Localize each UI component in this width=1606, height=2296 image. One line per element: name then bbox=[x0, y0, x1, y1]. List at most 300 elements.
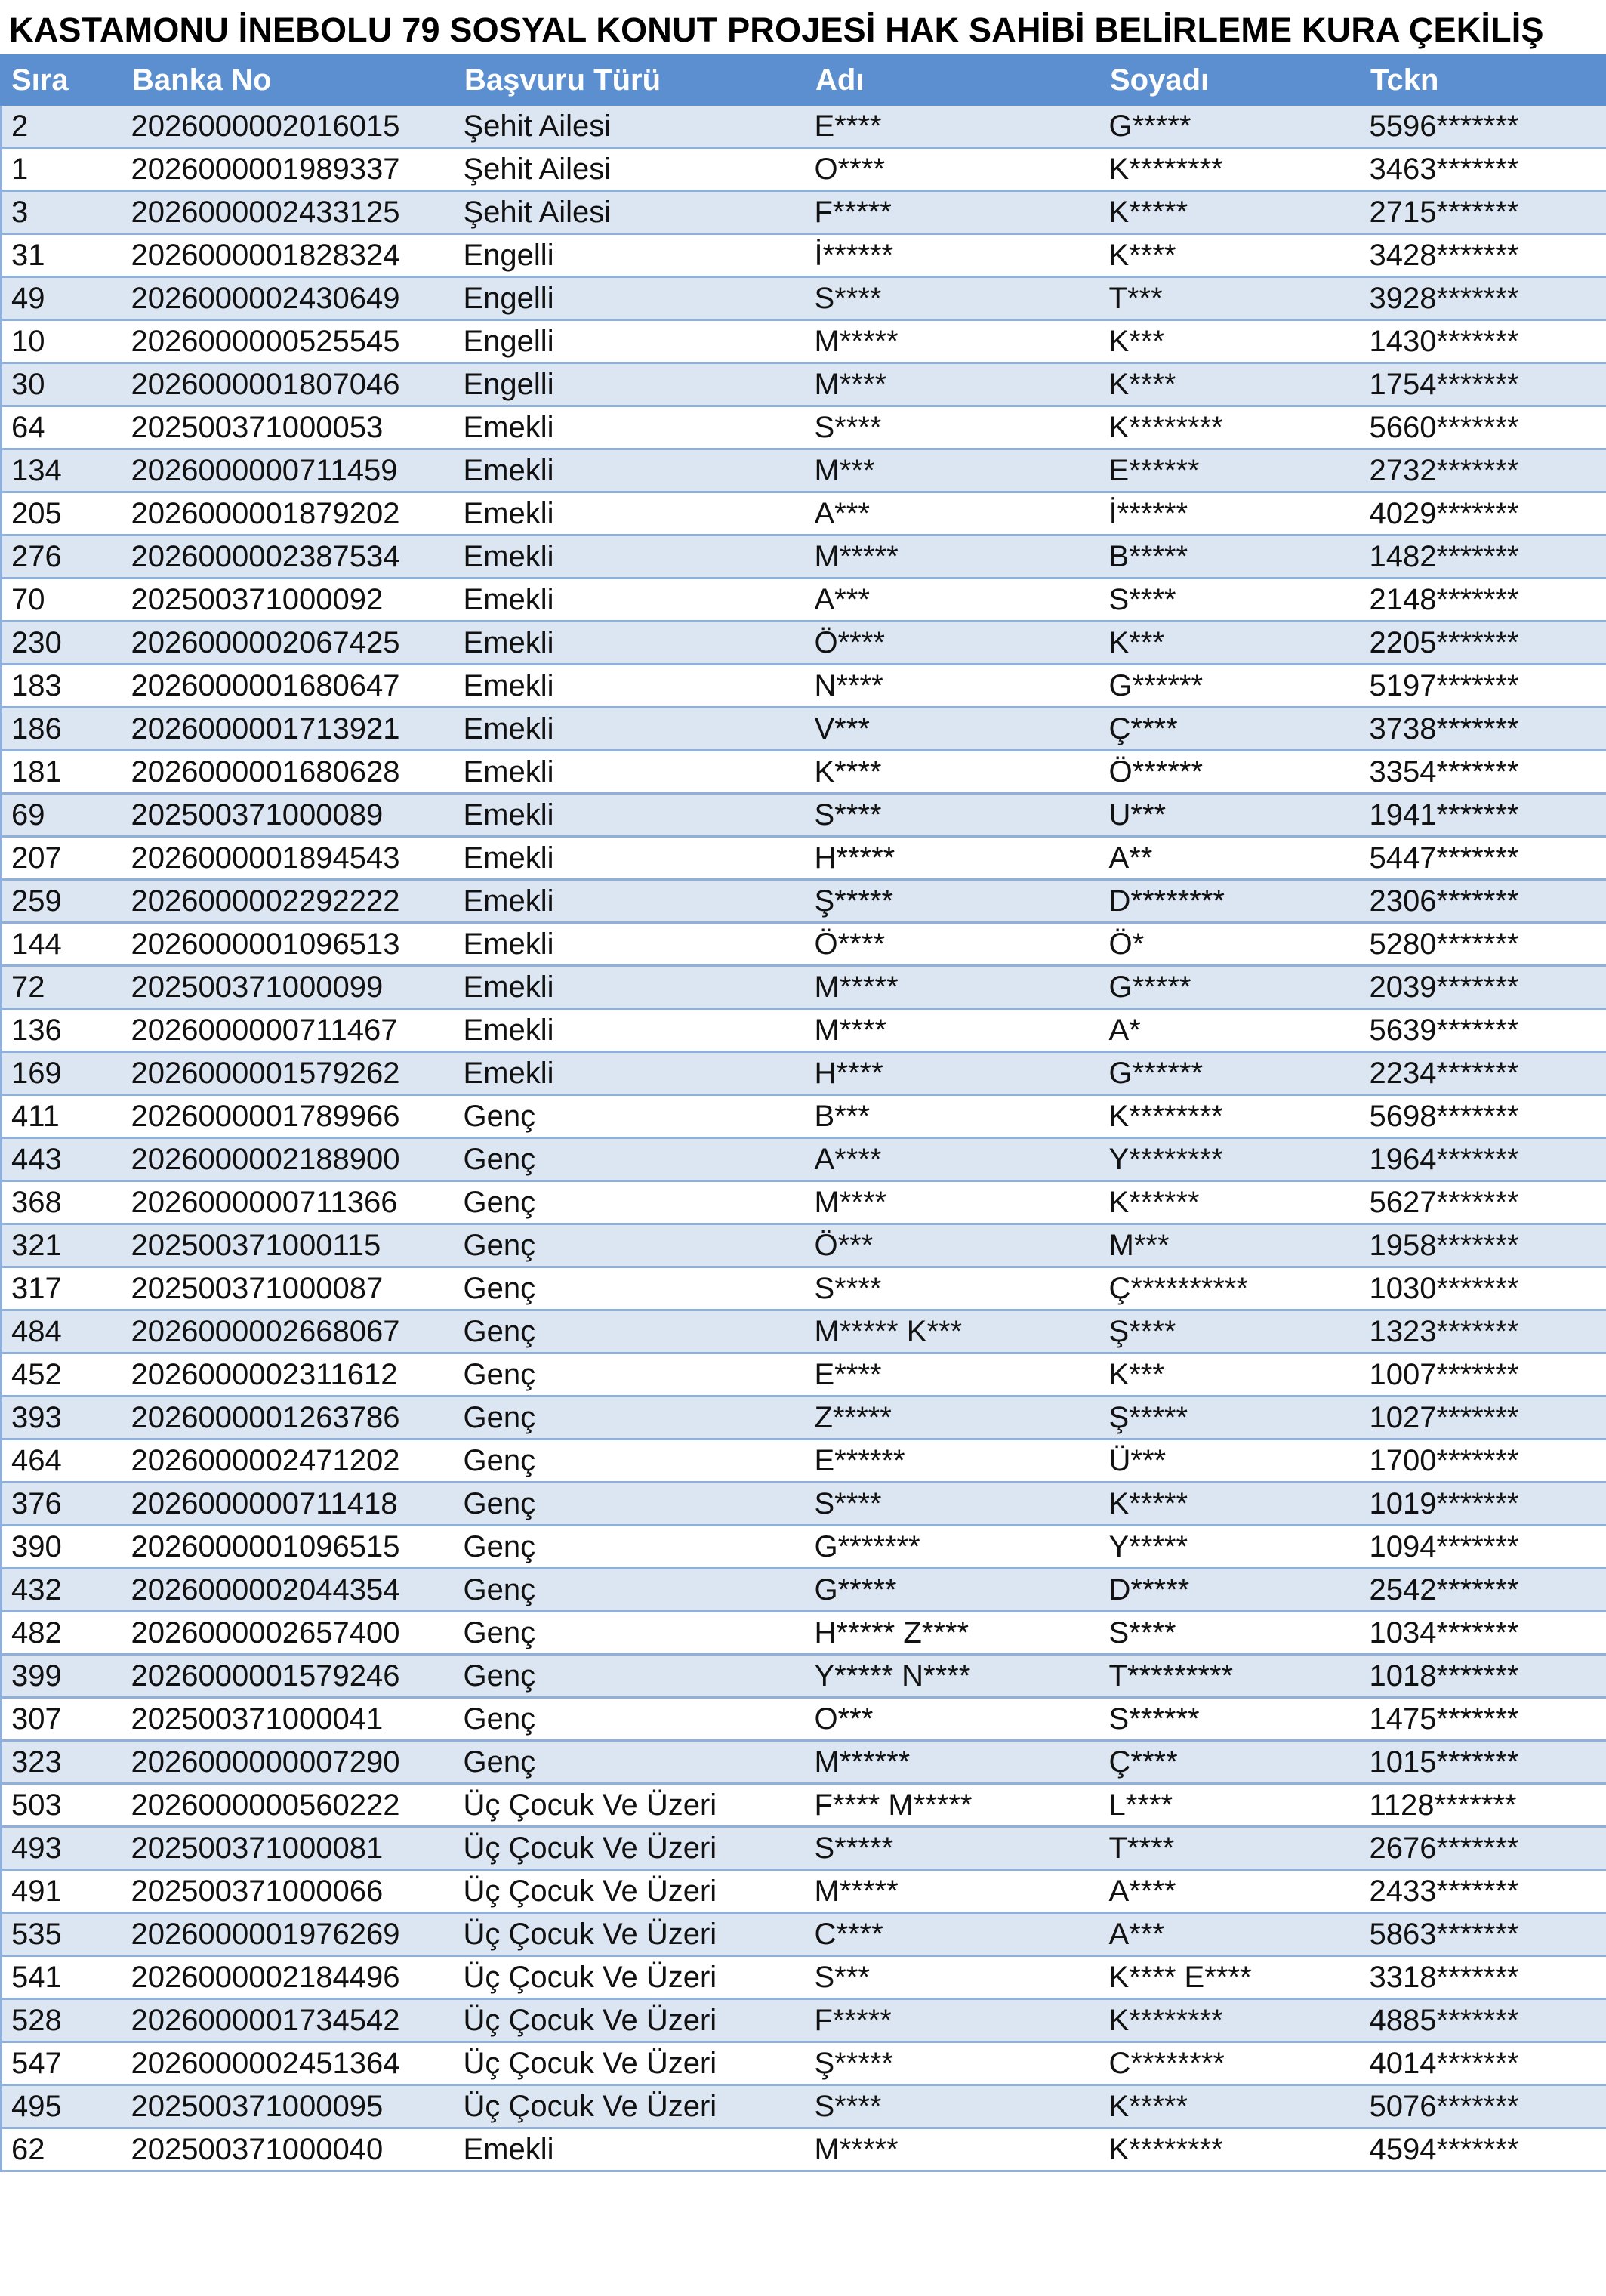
cell-sira: 64 bbox=[2, 406, 122, 449]
cell-soyadi: M*** bbox=[1100, 1224, 1361, 1267]
cell-sira: 1 bbox=[2, 148, 122, 191]
cell-banka-no: 2026000000711467 bbox=[122, 1009, 455, 1052]
table-row bbox=[2, 1999, 1606, 2042]
cell-soyadi: S****** bbox=[1100, 1698, 1361, 1741]
cell-soyadi: T********* bbox=[1100, 1655, 1361, 1698]
cell-tckn: 4029******* bbox=[1361, 492, 1606, 535]
cell-soyadi: D***** bbox=[1100, 1569, 1361, 1612]
cell-basvuru-turu: Engelli bbox=[455, 320, 806, 363]
table-row bbox=[2, 234, 1606, 277]
cell-adi: M****** bbox=[806, 1741, 1100, 1784]
cell-banka-no: 202500371000040 bbox=[122, 2128, 455, 2171]
column-header-banka-no: Banka No bbox=[122, 56, 455, 105]
cell-soyadi: Ş***** bbox=[1100, 1396, 1361, 1440]
cell-tckn: 1094******* bbox=[1361, 1526, 1606, 1569]
table-row bbox=[2, 1741, 1606, 1784]
table-row bbox=[2, 665, 1606, 708]
cell-banka-no: 2026000001579262 bbox=[122, 1052, 455, 1095]
cell-banka-no: 202500371000089 bbox=[122, 794, 455, 837]
cell-sira: 317 bbox=[2, 1267, 122, 1310]
cell-banka-no: 2026000001734542 bbox=[122, 1999, 455, 2042]
table-row bbox=[2, 1138, 1606, 1181]
cell-adi: H***** bbox=[806, 837, 1100, 880]
cell-basvuru-turu: Genç bbox=[455, 1353, 806, 1396]
table-row bbox=[2, 1956, 1606, 1999]
cell-adi: E****** bbox=[806, 1440, 1100, 1483]
results-table bbox=[0, 54, 1606, 2172]
cell-banka-no: 2026000000007290 bbox=[122, 1741, 455, 1784]
cell-tckn: 1754******* bbox=[1361, 363, 1606, 406]
cell-tckn: 3928******* bbox=[1361, 277, 1606, 320]
table-row bbox=[2, 2128, 1606, 2171]
document-title: KASTAMONU İNEBOLU 79 SOSYAL KONUT PROJESİ HAK SAHİBİ BELİRLEME KURA ÇEKİLİŞ bbox=[9, 11, 1544, 49]
cell-soyadi: A**** bbox=[1100, 1870, 1361, 1913]
cell-adi: M*** bbox=[806, 449, 1100, 492]
column-header-tckn: Tckn bbox=[1361, 56, 1606, 105]
cell-soyadi: S**** bbox=[1100, 579, 1361, 622]
cell-tckn: 1323******* bbox=[1361, 1310, 1606, 1353]
cell-tckn: 1030******* bbox=[1361, 1267, 1606, 1310]
cell-basvuru-turu: Engelli bbox=[455, 363, 806, 406]
cell-banka-no: 2026000002188900 bbox=[122, 1138, 455, 1181]
cell-adi: Ş***** bbox=[806, 2042, 1100, 2085]
cell-adi: M***** bbox=[806, 320, 1100, 363]
table-row bbox=[2, 449, 1606, 492]
cell-basvuru-turu: Emekli bbox=[455, 622, 806, 665]
cell-banka-no: 202500371000099 bbox=[122, 966, 455, 1009]
cell-soyadi: S**** bbox=[1100, 1612, 1361, 1655]
cell-soyadi: U*** bbox=[1100, 794, 1361, 837]
cell-tckn: 1034******* bbox=[1361, 1612, 1606, 1655]
cell-adi: S**** bbox=[806, 1483, 1100, 1526]
cell-sira: 69 bbox=[2, 794, 122, 837]
cell-adi: M***** bbox=[806, 535, 1100, 579]
cell-tckn: 2676******* bbox=[1361, 1827, 1606, 1870]
cell-tckn: 2039******* bbox=[1361, 966, 1606, 1009]
cell-sira: 528 bbox=[2, 1999, 122, 2042]
cell-sira: 136 bbox=[2, 1009, 122, 1052]
cell-adi: S**** bbox=[806, 406, 1100, 449]
cell-banka-no: 202500371000087 bbox=[122, 1267, 455, 1310]
cell-sira: 452 bbox=[2, 1353, 122, 1396]
cell-adi: F***** bbox=[806, 191, 1100, 234]
cell-tckn: 1015******* bbox=[1361, 1741, 1606, 1784]
cell-tckn: 1018******* bbox=[1361, 1655, 1606, 1698]
cell-sira: 2 bbox=[2, 105, 122, 148]
cell-tckn: 5660******* bbox=[1361, 406, 1606, 449]
cell-banka-no: 2026000001680647 bbox=[122, 665, 455, 708]
cell-banka-no: 2026000002668067 bbox=[122, 1310, 455, 1353]
cell-adi: A*** bbox=[806, 579, 1100, 622]
cell-adi: M**** bbox=[806, 1181, 1100, 1224]
cell-tckn: 5197******* bbox=[1361, 665, 1606, 708]
table-row bbox=[2, 535, 1606, 579]
cell-soyadi: G***** bbox=[1100, 105, 1361, 148]
cell-soyadi: C******** bbox=[1100, 2042, 1361, 2085]
cell-adi: Ş***** bbox=[806, 880, 1100, 923]
cell-basvuru-turu: Emekli bbox=[455, 1009, 806, 1052]
cell-tckn: 1007******* bbox=[1361, 1353, 1606, 1396]
cell-basvuru-turu: Genç bbox=[455, 1267, 806, 1310]
table-row bbox=[2, 406, 1606, 449]
cell-banka-no: 202500371000095 bbox=[122, 2085, 455, 2128]
cell-sira: 169 bbox=[2, 1052, 122, 1095]
cell-sira: 72 bbox=[2, 966, 122, 1009]
cell-basvuru-turu: Üç Çocuk Ve Üzeri bbox=[455, 1870, 806, 1913]
cell-soyadi: T*** bbox=[1100, 277, 1361, 320]
column-header-sira: Sıra bbox=[2, 56, 122, 105]
cell-sira: 207 bbox=[2, 837, 122, 880]
cell-tckn: 5596******* bbox=[1361, 105, 1606, 148]
table-row bbox=[2, 751, 1606, 794]
cell-banka-no: 202500371000081 bbox=[122, 1827, 455, 1870]
cell-sira: 503 bbox=[2, 1784, 122, 1827]
cell-banka-no: 2026000002016015 bbox=[122, 105, 455, 148]
cell-soyadi: Y***** bbox=[1100, 1526, 1361, 1569]
cell-adi: M**** bbox=[806, 363, 1100, 406]
cell-soyadi: D******** bbox=[1100, 880, 1361, 923]
cell-basvuru-turu: Emekli bbox=[455, 794, 806, 837]
cell-banka-no: 2026000001680628 bbox=[122, 751, 455, 794]
cell-adi: O**** bbox=[806, 148, 1100, 191]
cell-sira: 321 bbox=[2, 1224, 122, 1267]
cell-basvuru-turu: Genç bbox=[455, 1483, 806, 1526]
cell-soyadi: K******** bbox=[1100, 148, 1361, 191]
cell-sira: 443 bbox=[2, 1138, 122, 1181]
cell-basvuru-turu: Genç bbox=[455, 1095, 806, 1138]
cell-tckn: 1475******* bbox=[1361, 1698, 1606, 1741]
cell-adi: G******* bbox=[806, 1526, 1100, 1569]
table-row bbox=[2, 579, 1606, 622]
table-row bbox=[2, 1612, 1606, 1655]
cell-sira: 205 bbox=[2, 492, 122, 535]
cell-soyadi: B***** bbox=[1100, 535, 1361, 579]
cell-adi: H**** bbox=[806, 1052, 1100, 1095]
cell-basvuru-turu: Üç Çocuk Ve Üzeri bbox=[455, 2042, 806, 2085]
cell-adi: M***** bbox=[806, 1870, 1100, 1913]
table-row bbox=[2, 1483, 1606, 1526]
cell-sira: 323 bbox=[2, 1741, 122, 1784]
cell-basvuru-turu: Genç bbox=[455, 1612, 806, 1655]
table-row bbox=[2, 1052, 1606, 1095]
cell-soyadi: Ö* bbox=[1100, 923, 1361, 966]
cell-soyadi: G****** bbox=[1100, 665, 1361, 708]
cell-banka-no: 202500371000053 bbox=[122, 406, 455, 449]
cell-sira: 30 bbox=[2, 363, 122, 406]
cell-sira: 3 bbox=[2, 191, 122, 234]
cell-adi: S**** bbox=[806, 277, 1100, 320]
cell-soyadi: K**** bbox=[1100, 363, 1361, 406]
cell-sira: 31 bbox=[2, 234, 122, 277]
table-row bbox=[2, 1310, 1606, 1353]
cell-basvuru-turu: Genç bbox=[455, 1396, 806, 1440]
cell-banka-no: 202500371000092 bbox=[122, 579, 455, 622]
cell-tckn: 3354******* bbox=[1361, 751, 1606, 794]
table-body bbox=[2, 105, 1606, 2171]
column-header-basvuru-turu: Başvuru Türü bbox=[455, 56, 806, 105]
cell-tckn: 1027******* bbox=[1361, 1396, 1606, 1440]
cell-adi: S*** bbox=[806, 1956, 1100, 1999]
cell-banka-no: 2026000002311612 bbox=[122, 1353, 455, 1396]
cell-tckn: 5639******* bbox=[1361, 1009, 1606, 1052]
cell-banka-no: 2026000002657400 bbox=[122, 1612, 455, 1655]
cell-adi: E**** bbox=[806, 1353, 1100, 1396]
cell-adi: F**** M***** bbox=[806, 1784, 1100, 1827]
cell-soyadi: A*** bbox=[1100, 1913, 1361, 1956]
table-row bbox=[2, 837, 1606, 880]
cell-banka-no: 2026000001096515 bbox=[122, 1526, 455, 1569]
cell-tckn: 3463******* bbox=[1361, 148, 1606, 191]
cell-tckn: 1482******* bbox=[1361, 535, 1606, 579]
cell-basvuru-turu: Genç bbox=[455, 1655, 806, 1698]
cell-banka-no: 2026000001807046 bbox=[122, 363, 455, 406]
cell-tckn: 2433******* bbox=[1361, 1870, 1606, 1913]
cell-adi: A**** bbox=[806, 1138, 1100, 1181]
cell-banka-no: 2026000002451364 bbox=[122, 2042, 455, 2085]
table-row bbox=[2, 622, 1606, 665]
table-row bbox=[2, 1526, 1606, 1569]
cell-adi: N**** bbox=[806, 665, 1100, 708]
cell-adi: M***** K*** bbox=[806, 1310, 1100, 1353]
cell-banka-no: 2026000002184496 bbox=[122, 1956, 455, 1999]
cell-tckn: 2148******* bbox=[1361, 579, 1606, 622]
cell-basvuru-turu: Emekli bbox=[455, 406, 806, 449]
cell-soyadi: K**** bbox=[1100, 234, 1361, 277]
cell-sira: 368 bbox=[2, 1181, 122, 1224]
cell-adi: Z***** bbox=[806, 1396, 1100, 1440]
cell-banka-no: 2026000001263786 bbox=[122, 1396, 455, 1440]
cell-tckn: 3738******* bbox=[1361, 708, 1606, 751]
cell-sira: 259 bbox=[2, 880, 122, 923]
cell-sira: 493 bbox=[2, 1827, 122, 1870]
cell-sira: 432 bbox=[2, 1569, 122, 1612]
table-row bbox=[2, 880, 1606, 923]
table-row bbox=[2, 1913, 1606, 1956]
table-row bbox=[2, 794, 1606, 837]
cell-banka-no: 2026000002430649 bbox=[122, 277, 455, 320]
table-row bbox=[2, 1655, 1606, 1698]
cell-tckn: 3428******* bbox=[1361, 234, 1606, 277]
cell-tckn: 1964******* bbox=[1361, 1138, 1606, 1181]
cell-soyadi: K*** bbox=[1100, 320, 1361, 363]
cell-tckn: 1958******* bbox=[1361, 1224, 1606, 1267]
cell-soyadi: K*** bbox=[1100, 622, 1361, 665]
cell-adi: B*** bbox=[806, 1095, 1100, 1138]
table-row bbox=[2, 191, 1606, 234]
table-row bbox=[2, 320, 1606, 363]
table-row bbox=[2, 277, 1606, 320]
cell-basvuru-turu: Şehit Ailesi bbox=[455, 105, 806, 148]
cell-banka-no: 2026000000711459 bbox=[122, 449, 455, 492]
table-row bbox=[2, 1095, 1606, 1138]
cell-basvuru-turu: Emekli bbox=[455, 923, 806, 966]
cell-tckn: 5863******* bbox=[1361, 1913, 1606, 1956]
cell-tckn: 1019******* bbox=[1361, 1483, 1606, 1526]
cell-basvuru-turu: Emekli bbox=[455, 837, 806, 880]
cell-banka-no: 2026000002471202 bbox=[122, 1440, 455, 1483]
cell-basvuru-turu: Emekli bbox=[455, 492, 806, 535]
cell-banka-no: 2026000001976269 bbox=[122, 1913, 455, 1956]
column-header-adi: Adı bbox=[806, 56, 1100, 105]
table-row bbox=[2, 2085, 1606, 2128]
cell-adi: Ö**** bbox=[806, 923, 1100, 966]
table-row bbox=[2, 105, 1606, 148]
cell-sira: 70 bbox=[2, 579, 122, 622]
cell-tckn: 2205******* bbox=[1361, 622, 1606, 665]
cell-soyadi: E****** bbox=[1100, 449, 1361, 492]
cell-adi: K**** bbox=[806, 751, 1100, 794]
cell-tckn: 5627******* bbox=[1361, 1181, 1606, 1224]
table-row bbox=[2, 1698, 1606, 1741]
table-row bbox=[2, 1181, 1606, 1224]
cell-soyadi: K*** bbox=[1100, 1353, 1361, 1396]
cell-basvuru-turu: Emekli bbox=[455, 535, 806, 579]
table-row bbox=[2, 492, 1606, 535]
cell-banka-no: 202500371000041 bbox=[122, 1698, 455, 1741]
cell-banka-no: 2026000002044354 bbox=[122, 1569, 455, 1612]
cell-sira: 535 bbox=[2, 1913, 122, 1956]
cell-adi: İ****** bbox=[806, 234, 1100, 277]
cell-sira: 181 bbox=[2, 751, 122, 794]
cell-adi: M***** bbox=[806, 2128, 1100, 2171]
cell-tckn: 5447******* bbox=[1361, 837, 1606, 880]
cell-soyadi: K******** bbox=[1100, 406, 1361, 449]
cell-basvuru-turu: Genç bbox=[455, 1224, 806, 1267]
table-header bbox=[2, 56, 1606, 105]
cell-basvuru-turu: Emekli bbox=[455, 449, 806, 492]
cell-soyadi: G***** bbox=[1100, 966, 1361, 1009]
cell-basvuru-turu: Engelli bbox=[455, 234, 806, 277]
cell-sira: 541 bbox=[2, 1956, 122, 1999]
cell-tckn: 1128******* bbox=[1361, 1784, 1606, 1827]
cell-adi: S***** bbox=[806, 1827, 1100, 1870]
cell-adi: F***** bbox=[806, 1999, 1100, 2042]
cell-sira: 390 bbox=[2, 1526, 122, 1569]
cell-adi: G***** bbox=[806, 1569, 1100, 1612]
table-row bbox=[2, 363, 1606, 406]
table-row bbox=[2, 1396, 1606, 1440]
cell-soyadi: Y******** bbox=[1100, 1138, 1361, 1181]
cell-soyadi: Ç********** bbox=[1100, 1267, 1361, 1310]
cell-soyadi: K***** bbox=[1100, 2085, 1361, 2128]
cell-soyadi: A* bbox=[1100, 1009, 1361, 1052]
cell-tckn: 3318******* bbox=[1361, 1956, 1606, 1999]
cell-basvuru-turu: Emekli bbox=[455, 880, 806, 923]
cell-basvuru-turu: Emekli bbox=[455, 1052, 806, 1095]
cell-tckn: 4014******* bbox=[1361, 2042, 1606, 2085]
cell-sira: 144 bbox=[2, 923, 122, 966]
cell-banka-no: 2026000000560222 bbox=[122, 1784, 455, 1827]
cell-tckn: 2306******* bbox=[1361, 880, 1606, 923]
table-row bbox=[2, 1784, 1606, 1827]
cell-adi: C**** bbox=[806, 1913, 1100, 1956]
cell-banka-no: 2026000001789966 bbox=[122, 1095, 455, 1138]
cell-tckn: 2732******* bbox=[1361, 449, 1606, 492]
cell-basvuru-turu: Emekli bbox=[455, 579, 806, 622]
cell-soyadi: Ç**** bbox=[1100, 1741, 1361, 1784]
cell-sira: 307 bbox=[2, 1698, 122, 1741]
cell-basvuru-turu: Şehit Ailesi bbox=[455, 191, 806, 234]
cell-adi: A*** bbox=[806, 492, 1100, 535]
cell-soyadi: G****** bbox=[1100, 1052, 1361, 1095]
cell-tckn: 5698******* bbox=[1361, 1095, 1606, 1138]
table-row bbox=[2, 966, 1606, 1009]
cell-sira: 491 bbox=[2, 1870, 122, 1913]
cell-tckn: 5076******* bbox=[1361, 2085, 1606, 2128]
cell-basvuru-turu: Üç Çocuk Ve Üzeri bbox=[455, 1999, 806, 2042]
cell-basvuru-turu: Üç Çocuk Ve Üzeri bbox=[455, 1784, 806, 1827]
cell-soyadi: K****** bbox=[1100, 1181, 1361, 1224]
cell-soyadi: T**** bbox=[1100, 1827, 1361, 1870]
cell-basvuru-turu: Üç Çocuk Ve Üzeri bbox=[455, 1913, 806, 1956]
table-row bbox=[2, 1827, 1606, 1870]
cell-adi: H***** Z**** bbox=[806, 1612, 1100, 1655]
cell-tckn: 4885******* bbox=[1361, 1999, 1606, 2042]
cell-sira: 547 bbox=[2, 2042, 122, 2085]
cell-banka-no: 2026000001879202 bbox=[122, 492, 455, 535]
cell-sira: 186 bbox=[2, 708, 122, 751]
table-row bbox=[2, 1224, 1606, 1267]
cell-sira: 62 bbox=[2, 2128, 122, 2171]
cell-banka-no: 2026000001713921 bbox=[122, 708, 455, 751]
cell-adi: S**** bbox=[806, 2085, 1100, 2128]
cell-tckn: 1941******* bbox=[1361, 794, 1606, 837]
cell-soyadi: L**** bbox=[1100, 1784, 1361, 1827]
cell-basvuru-turu: Genç bbox=[455, 1741, 806, 1784]
cell-basvuru-turu: Genç bbox=[455, 1310, 806, 1353]
cell-sira: 49 bbox=[2, 277, 122, 320]
table-row bbox=[2, 923, 1606, 966]
cell-tckn: 2234******* bbox=[1361, 1052, 1606, 1095]
table-row bbox=[2, 1267, 1606, 1310]
cell-banka-no: 202500371000115 bbox=[122, 1224, 455, 1267]
cell-adi: M***** bbox=[806, 966, 1100, 1009]
cell-basvuru-turu: Emekli bbox=[455, 665, 806, 708]
cell-soyadi: Ö****** bbox=[1100, 751, 1361, 794]
cell-sira: 399 bbox=[2, 1655, 122, 1698]
cell-tckn: 4594******* bbox=[1361, 2128, 1606, 2171]
cell-soyadi: A** bbox=[1100, 837, 1361, 880]
cell-sira: 134 bbox=[2, 449, 122, 492]
cell-basvuru-turu: Emekli bbox=[455, 966, 806, 1009]
cell-adi: E**** bbox=[806, 105, 1100, 148]
cell-tckn: 1700******* bbox=[1361, 1440, 1606, 1483]
header-row bbox=[2, 56, 1606, 105]
cell-soyadi: K******** bbox=[1100, 1999, 1361, 2042]
cell-banka-no: 202500371000066 bbox=[122, 1870, 455, 1913]
table-row bbox=[2, 1353, 1606, 1396]
cell-basvuru-turu: Emekli bbox=[455, 751, 806, 794]
cell-banka-no: 2026000002387534 bbox=[122, 535, 455, 579]
cell-basvuru-turu: Genç bbox=[455, 1569, 806, 1612]
cell-basvuru-turu: Engelli bbox=[455, 277, 806, 320]
cell-tckn: 1430******* bbox=[1361, 320, 1606, 363]
cell-basvuru-turu: Emekli bbox=[455, 708, 806, 751]
cell-basvuru-turu: Genç bbox=[455, 1698, 806, 1741]
cell-soyadi: K**** E**** bbox=[1100, 1956, 1361, 1999]
cell-adi: Ö**** bbox=[806, 622, 1100, 665]
cell-sira: 376 bbox=[2, 1483, 122, 1526]
cell-banka-no: 2026000002067425 bbox=[122, 622, 455, 665]
cell-banka-no: 2026000002433125 bbox=[122, 191, 455, 234]
cell-banka-no: 2026000001894543 bbox=[122, 837, 455, 880]
cell-basvuru-turu: Emekli bbox=[455, 2128, 806, 2171]
cell-banka-no: 2026000001989337 bbox=[122, 148, 455, 191]
cell-sira: 464 bbox=[2, 1440, 122, 1483]
cell-soyadi: Ş**** bbox=[1100, 1310, 1361, 1353]
cell-tckn: 5280******* bbox=[1361, 923, 1606, 966]
cell-tckn: 2542******* bbox=[1361, 1569, 1606, 1612]
